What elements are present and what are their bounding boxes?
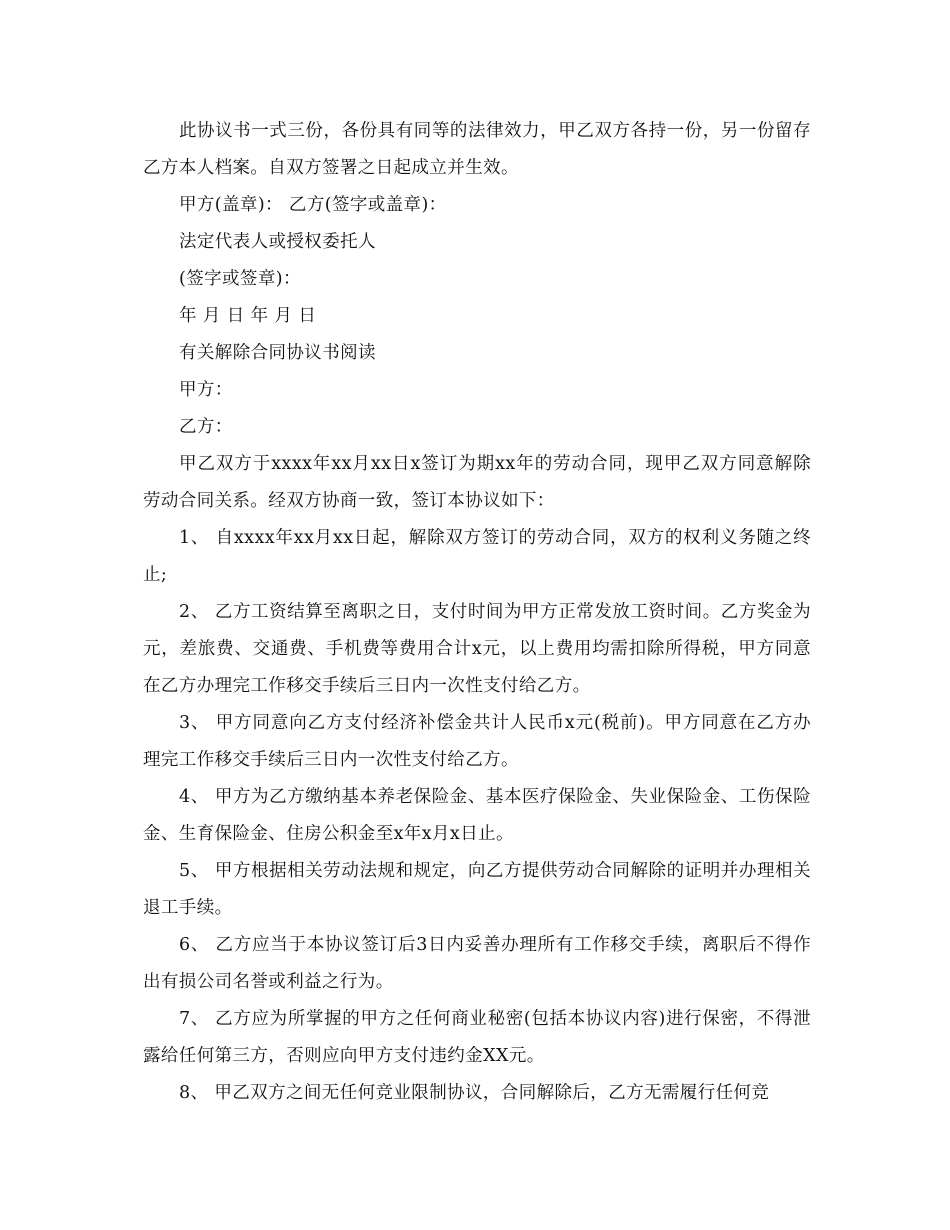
paragraph-party-b: 乙方： [179,417,233,437]
document-body [143,113,811,1112]
clause-4: 4、 甲方为乙方缴纳基本养老保险金、基本医疗保险金、失业保险金、工伤保险金、生育保险金、住房公积金至x年x月x日止。 [143,787,811,844]
clause-1: 1、 自xxxx年xx月xx日起，解除双方签订的劳动合同，双方的权利义务随之终止; [143,528,811,585]
clause-5: 5、 甲方根据相关劳动法规和规定，向乙方提供劳动合同解除的证明并办理相关退工手续。 [143,861,811,918]
paragraph-preamble: 甲乙双方于xxxx年xx月xx日x签订为期xx年的劳动合同，现甲乙双方同意解除劳动合同关系。经双方协商一致，签订本协议如下： [143,454,811,511]
paragraph-legal-representative: 法定代表人或授权委托人 [179,232,376,252]
clause-7: 7、 乙方应为所掌握的甲方之任何商业秘密(包括本协议内容)进行保密，不得泄露给任何第三方，否则应向甲方支付违约金XX元。 [143,1009,811,1066]
clause-6: 6、 乙方应当于本协议签订后3日内妥善办理所有工作移交手续，离职后不得作出有损公司名誉或利益之行为。 [143,935,811,992]
paragraph-validity: 此协议书一式三份，各份具有同等的法律效力，甲乙双方各持一份，另一份留存乙方本人档案。自双方签署之日起成立并生效。 [143,121,811,178]
paragraph-date-line: 年 月 日 年 月 日 [179,306,317,326]
paragraph-sign-or-seal: (签字或签章)： [179,269,301,289]
paragraph-section-title: 有关解除合同协议书阅读 [179,343,376,363]
paragraph-party-a: 甲方： [179,380,233,400]
paragraph-signature-parties: 甲方(盖章)： 乙方(签字或盖章)： [179,195,447,215]
clause-2: 2、 乙方工资结算至离职之日，支付时间为甲方正常发放工资时间。乙方奖金为元，差旅费、交通费、手机费等费用合计x元，以上费用均需扣除所得税，甲方同意在乙方办理完工作移交手续后三日内一次性支付给乙方。 [143,602,811,696]
clause-3: 3、 甲方同意向乙方支付经济补偿金共计人民币x元(税前)。甲方同意在乙方办理完工作移交手续后三日内一次性支付给乙方。 [143,713,811,770]
clause-8: 8、 甲乙双方之间无任何竞业限制协议，合同解除后，乙方无需履行任何竞 [179,1083,770,1103]
